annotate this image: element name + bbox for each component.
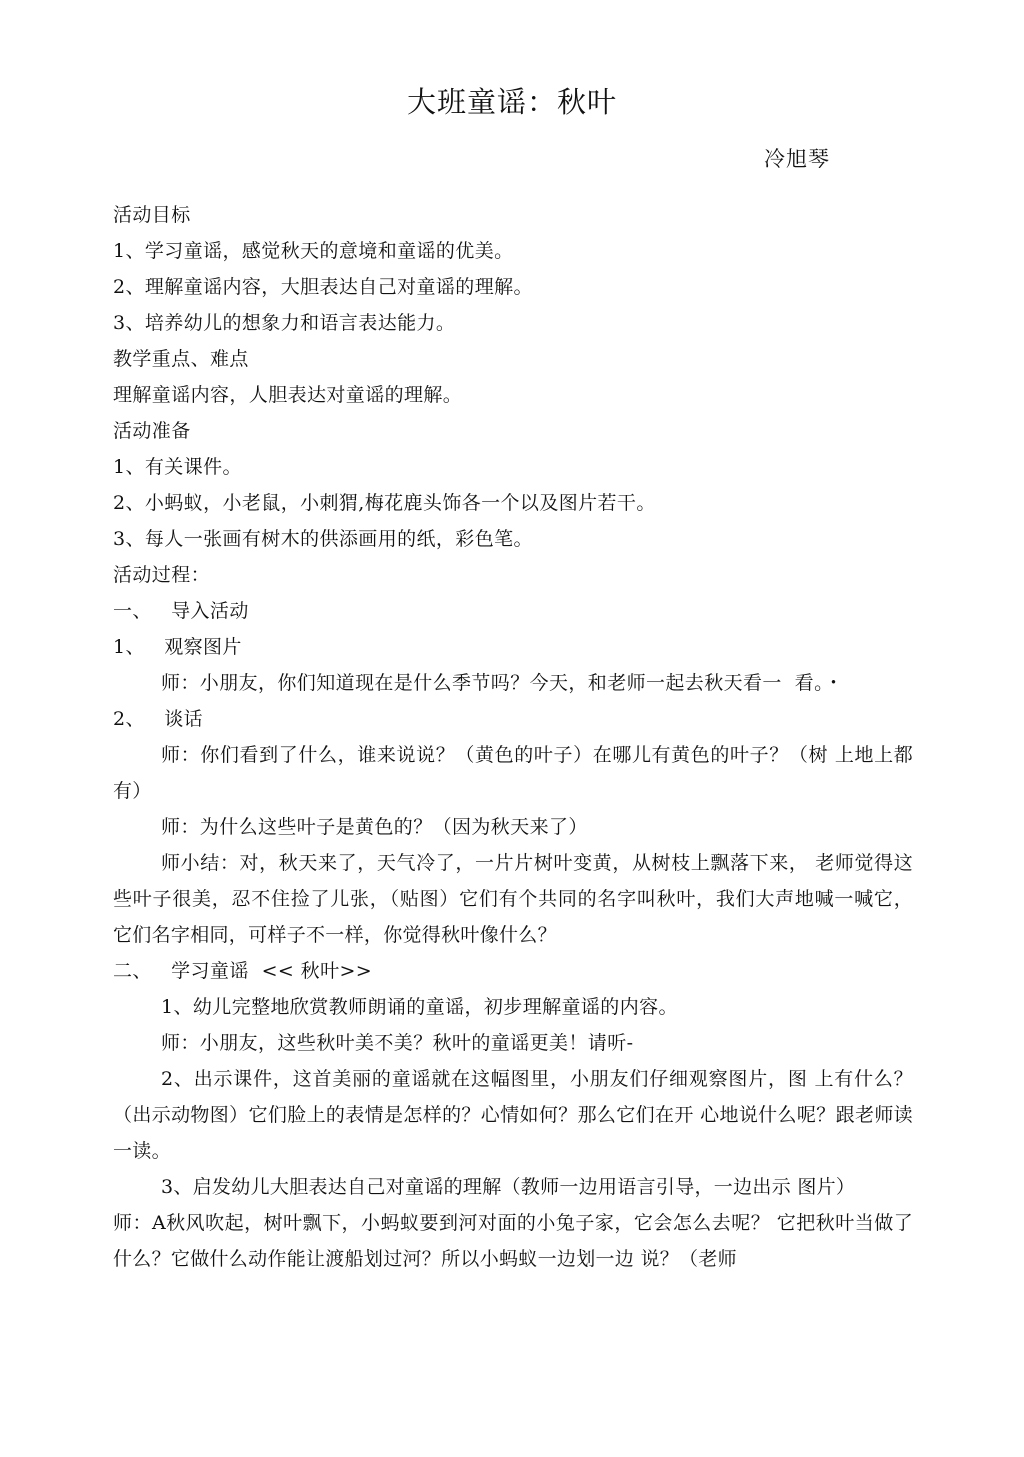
part2-step3-text: 师：A秋风吹起，树叶飘下，小蚂蚁要到河对面的小兔子家，它会怎么去呢？ 它把秋叶当做了什么？它做什么动作能让渡船划过河？所以小蚂蚁一边划一边 说？（老师	[113, 1212, 913, 1270]
document-body	[113, 197, 913, 1277]
part2-step3: 3、启发幼儿大胆表达自己对童谣的理解（教师一边用语言引导，一边出示 图片）	[161, 1176, 856, 1198]
goal-item: 3、培养幼儿的想象力和语言表达能力。	[113, 312, 456, 334]
part1-heading: 一、 导入活动	[113, 600, 249, 622]
part2-heading: 二、 学习童谣 << 秋叶>>	[113, 960, 373, 982]
part1-summary: 师小结：对，秋天来了，天气冷了，一片片树叶变黄，从树枝上飘落下来， 老师觉得这些叶子很美，忍不住捡了儿张，（贴图）它们有个共同的名字叫秋叶，我们大声地喊一喊它，它们名字相同，可样子不一样，你觉得秋叶像什么？	[113, 852, 913, 946]
part1-item1-text: 师：小朋友，你们知道现在是什么季节吗？今天，和老师一起去秋天看一 看。・	[161, 672, 844, 694]
prep-item: 3、每人一张画有树木的供添画用的纸，彩色笔。	[113, 528, 533, 550]
part2-step2: 2、出示课件，这首美丽的童谣就在这幅图里，小朋友们仔细观察图片，图 上有什么？（出示动物图）它们脸上的表情是怎样的？心情如何？那么它们在开 心地说什么呢？跟老师读一读。	[113, 1068, 913, 1162]
part1-item2-text1: 师：你们看到了什么，谁来说说？（黄色的叶子）在哪儿有黄色的叶子？（树 上地上都有）	[113, 744, 913, 802]
goals-heading: 活动目标	[113, 204, 191, 226]
part1-item1: 1、 观察图片	[113, 636, 242, 658]
focus-heading: 教学重点、难点	[113, 348, 249, 370]
prep-item: 1、有关课件。	[113, 456, 242, 478]
document-title: 大班童谣：秋叶	[406, 85, 617, 119]
goal-item: 2、理解童谣内容，大胆表达自己对童谣的理解。	[113, 276, 533, 298]
author-name: 冷旭琴	[764, 147, 830, 171]
part2-step1-text: 师：小朋友，这些秋叶美不美？秋叶的童谣更美！请听-	[161, 1032, 634, 1054]
part1-item2: 2、 谈话	[113, 708, 204, 730]
part2-step1: 1、幼儿完整地欣赏教师朗诵的童谣，初步理解童谣的内容。	[161, 996, 678, 1018]
part1-item2-text2: 师：为什么这些叶子是黄色的？（因为秋天来了）	[161, 816, 588, 838]
process-heading: 活动过程：	[113, 564, 211, 586]
prep-heading: 活动准备	[113, 420, 191, 442]
prep-item: 2、小蚂蚁，小老鼠，小刺猬,梅花鹿头饰各一个以及图片若干。	[113, 492, 656, 514]
goal-item: 1、学习童谣，感觉秋天的意境和童谣的优美。	[113, 240, 514, 262]
focus-text: 理解童谣内容，人胆表达对童谣的理解。	[113, 384, 463, 406]
